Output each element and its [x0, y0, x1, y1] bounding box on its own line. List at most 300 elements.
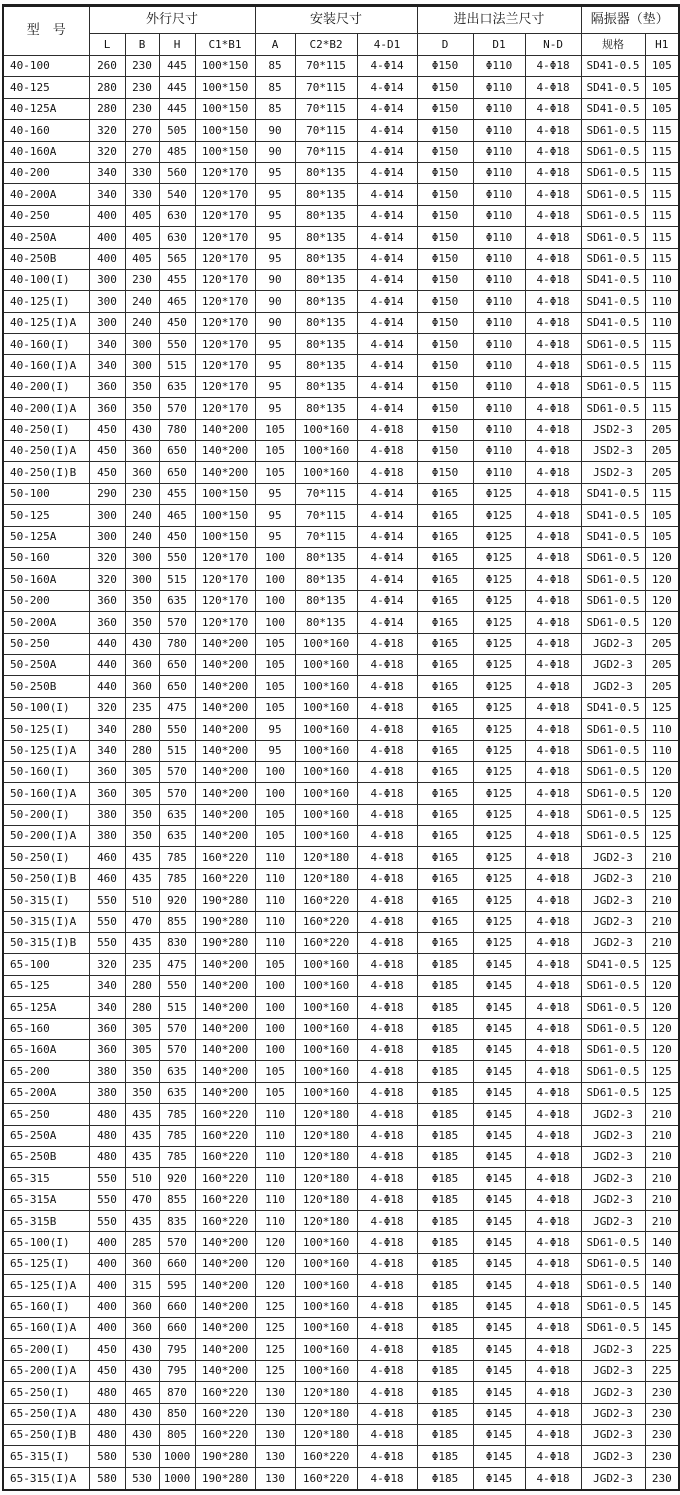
value-cell: Φ110 — [473, 334, 525, 355]
value-cell: 120*180 — [295, 1168, 357, 1189]
value-cell: SD61-0.5 — [581, 227, 645, 248]
value-cell: Φ165 — [417, 569, 473, 590]
value-cell: 125 — [645, 1082, 679, 1103]
value-cell: SD61-0.5 — [581, 1275, 645, 1296]
table-header — [3, 6, 679, 56]
value-cell: 140*200 — [195, 1061, 255, 1082]
model-cell: 65-100 — [3, 954, 89, 975]
value-cell: Φ165 — [417, 526, 473, 547]
value-cell: 115 — [645, 334, 679, 355]
value-cell: 4-Φ18 — [525, 783, 581, 804]
value-cell: 350 — [125, 612, 159, 633]
value-cell: 240 — [125, 505, 159, 526]
value-cell: 115 — [645, 398, 679, 419]
value-cell: 570 — [159, 1018, 195, 1039]
header-col-D: D — [417, 34, 473, 56]
value-cell: 85 — [255, 56, 295, 77]
value-cell: 430 — [125, 419, 159, 440]
value-cell: 4-Φ18 — [357, 1339, 417, 1360]
value-cell: 240 — [125, 312, 159, 333]
value-cell: 435 — [125, 1104, 159, 1125]
value-cell: 4-Φ18 — [357, 462, 417, 483]
value-cell: JGD2-3 — [581, 911, 645, 932]
value-cell: 4-Φ18 — [525, 462, 581, 483]
value-cell: 400 — [89, 205, 125, 226]
model-cell: 65-250(I)B — [3, 1425, 89, 1446]
table-row — [3, 761, 679, 782]
value-cell: 100*160 — [295, 975, 357, 996]
value-cell: SD61-0.5 — [581, 547, 645, 568]
value-cell: 95 — [255, 184, 295, 205]
table-row — [3, 205, 679, 226]
value-cell: 515 — [159, 997, 195, 1018]
value-cell: 4-Φ18 — [525, 847, 581, 868]
value-cell: 110 — [255, 1104, 295, 1125]
value-cell: 445 — [159, 56, 195, 77]
value-cell: 160*220 — [195, 1403, 255, 1424]
value-cell: SD61-0.5 — [581, 975, 645, 996]
value-cell: Φ145 — [473, 1211, 525, 1232]
value-cell: 160*220 — [295, 1467, 357, 1490]
value-cell: SD61-0.5 — [581, 1018, 645, 1039]
value-cell: Φ125 — [473, 654, 525, 675]
value-cell: 120*180 — [295, 1425, 357, 1446]
table-row — [3, 56, 679, 77]
model-cell: 65-250 — [3, 1104, 89, 1125]
table-row — [3, 1061, 679, 1082]
table-row — [3, 1403, 679, 1424]
value-cell: 475 — [159, 697, 195, 718]
value-cell: 4-Φ18 — [525, 419, 581, 440]
value-cell: 4-Φ18 — [525, 654, 581, 675]
value-cell: 400 — [89, 248, 125, 269]
value-cell: 95 — [255, 740, 295, 761]
value-cell: 230 — [645, 1382, 679, 1403]
value-cell: 460 — [89, 847, 125, 868]
value-cell: 105 — [255, 697, 295, 718]
value-cell: 210 — [645, 933, 679, 954]
value-cell: 125 — [645, 954, 679, 975]
model-cell: 50-250(I) — [3, 847, 89, 868]
value-cell: 360 — [89, 783, 125, 804]
value-cell: Φ165 — [417, 547, 473, 568]
value-cell: 140 — [645, 1253, 679, 1274]
model-cell: 40-125(I) — [3, 291, 89, 312]
model-cell: 50-125(I)A — [3, 740, 89, 761]
value-cell: 105 — [255, 1082, 295, 1103]
value-cell: 80*135 — [295, 227, 357, 248]
value-cell: Φ150 — [417, 419, 473, 440]
value-cell: 450 — [159, 526, 195, 547]
value-cell: 4-Φ18 — [357, 654, 417, 675]
value-cell: 230 — [645, 1403, 679, 1424]
value-cell: Φ165 — [417, 676, 473, 697]
value-cell: 785 — [159, 1125, 195, 1146]
header-col-L: L — [89, 34, 125, 56]
value-cell: 4-Φ18 — [525, 162, 581, 183]
value-cell: 145 — [645, 1296, 679, 1317]
model-cell: 65-160(I)A — [3, 1318, 89, 1339]
value-cell: 100*150 — [195, 526, 255, 547]
value-cell: 100*160 — [295, 654, 357, 675]
value-cell: 115 — [645, 184, 679, 205]
value-cell: 120*170 — [195, 376, 255, 397]
value-cell: 85 — [255, 98, 295, 119]
value-cell: 105 — [255, 804, 295, 825]
value-cell: Φ125 — [473, 483, 525, 504]
value-cell: 400 — [89, 1253, 125, 1274]
table-row — [3, 1446, 679, 1467]
value-cell: 100 — [255, 975, 295, 996]
table-row — [3, 697, 679, 718]
value-cell: 4-Φ18 — [357, 697, 417, 718]
value-cell: 70*115 — [295, 120, 357, 141]
value-cell: 4-Φ14 — [357, 184, 417, 205]
value-cell: Φ150 — [417, 98, 473, 119]
value-cell: 475 — [159, 954, 195, 975]
value-cell: 4-Φ18 — [525, 291, 581, 312]
value-cell: 100*160 — [295, 1018, 357, 1039]
value-cell: 465 — [125, 1382, 159, 1403]
value-cell: 140 — [645, 1232, 679, 1253]
value-cell: 190*280 — [195, 890, 255, 911]
model-cell: 40-125(I)A — [3, 312, 89, 333]
table-row — [3, 1189, 679, 1210]
value-cell: 110 — [255, 847, 295, 868]
value-cell: 550 — [159, 334, 195, 355]
value-cell: JGD2-3 — [581, 1104, 645, 1125]
value-cell: Φ185 — [417, 1061, 473, 1082]
value-cell: 530 — [125, 1446, 159, 1467]
value-cell: 340 — [89, 355, 125, 376]
value-cell: 340 — [89, 740, 125, 761]
value-cell: 120*180 — [295, 1104, 357, 1125]
value-cell: JGD2-3 — [581, 1189, 645, 1210]
value-cell: Φ125 — [473, 740, 525, 761]
value-cell: 100*160 — [295, 826, 357, 847]
value-cell: 115 — [645, 227, 679, 248]
value-cell: 805 — [159, 1425, 195, 1446]
value-cell: 455 — [159, 269, 195, 290]
value-cell: 105 — [645, 56, 679, 77]
value-cell: 630 — [159, 205, 195, 226]
value-cell: 280 — [125, 740, 159, 761]
value-cell: 100 — [255, 547, 295, 568]
value-cell: Φ110 — [473, 184, 525, 205]
value-cell: 305 — [125, 1039, 159, 1060]
value-cell: 100*160 — [295, 633, 357, 654]
header-group-mounting-dimensions: 安装尺寸 — [255, 6, 417, 34]
value-cell: 4-Φ18 — [357, 1425, 417, 1446]
value-cell: Φ185 — [417, 1467, 473, 1490]
model-cell: 40-200A — [3, 184, 89, 205]
value-cell: 380 — [89, 1082, 125, 1103]
value-cell: Φ165 — [417, 505, 473, 526]
model-cell: 40-250(I)B — [3, 462, 89, 483]
value-cell: SD61-0.5 — [581, 205, 645, 226]
value-cell: 440 — [89, 654, 125, 675]
model-cell: 50-160(I) — [3, 761, 89, 782]
value-cell: 100*160 — [295, 1296, 357, 1317]
table-row — [3, 975, 679, 996]
value-cell: 230 — [125, 56, 159, 77]
value-cell: 380 — [89, 826, 125, 847]
value-cell: Φ165 — [417, 633, 473, 654]
value-cell: 70*115 — [295, 505, 357, 526]
value-cell: 90 — [255, 141, 295, 162]
value-cell: 110 — [255, 1211, 295, 1232]
value-cell: 4-Φ18 — [525, 1360, 581, 1381]
value-cell: Φ150 — [417, 162, 473, 183]
value-cell: 70*115 — [295, 56, 357, 77]
value-cell: 105 — [645, 77, 679, 98]
value-cell: Φ125 — [473, 783, 525, 804]
model-cell: 65-160(I) — [3, 1296, 89, 1317]
value-cell: 485 — [159, 141, 195, 162]
value-cell: 350 — [125, 826, 159, 847]
value-cell: Φ150 — [417, 141, 473, 162]
value-cell: 4-Φ18 — [357, 911, 417, 932]
value-cell: 430 — [125, 1403, 159, 1424]
value-cell: 120*170 — [195, 569, 255, 590]
value-cell: 105 — [255, 676, 295, 697]
value-cell: 230 — [125, 483, 159, 504]
value-cell: Φ125 — [473, 569, 525, 590]
value-cell: 400 — [89, 1275, 125, 1296]
value-cell: 105 — [645, 505, 679, 526]
value-cell: 550 — [89, 1168, 125, 1189]
value-cell: 100*160 — [295, 697, 357, 718]
value-cell: Φ145 — [473, 1232, 525, 1253]
value-cell: 550 — [159, 719, 195, 740]
value-cell: JGD2-3 — [581, 890, 645, 911]
value-cell: Φ125 — [473, 633, 525, 654]
value-cell: 110 — [645, 740, 679, 761]
table-row — [3, 719, 679, 740]
table-row — [3, 654, 679, 675]
value-cell: 115 — [645, 162, 679, 183]
value-cell: Φ150 — [417, 398, 473, 419]
value-cell: 570 — [159, 783, 195, 804]
value-cell: 570 — [159, 612, 195, 633]
value-cell: 230 — [645, 1446, 679, 1467]
value-cell: 4-Φ18 — [357, 783, 417, 804]
header-group-vibration-isolator: 隔振器（垫） — [581, 6, 679, 34]
value-cell: 120*170 — [195, 612, 255, 633]
value-cell: 120*170 — [195, 162, 255, 183]
value-cell: 80*135 — [295, 269, 357, 290]
model-cell: 40-200 — [3, 162, 89, 183]
value-cell: 4-Φ18 — [357, 740, 417, 761]
value-cell: Φ150 — [417, 462, 473, 483]
value-cell: Φ185 — [417, 1275, 473, 1296]
header-group-outer-dimensions: 外行尺寸 — [89, 6, 255, 34]
value-cell: 140*200 — [195, 740, 255, 761]
value-cell: 4-Φ18 — [525, 1253, 581, 1274]
value-cell: 4-Φ18 — [525, 1446, 581, 1467]
value-cell: 560 — [159, 162, 195, 183]
model-cell: 65-315B — [3, 1211, 89, 1232]
table-row — [3, 569, 679, 590]
value-cell: 300 — [89, 526, 125, 547]
value-cell: 270 — [125, 120, 159, 141]
value-cell: Φ145 — [473, 1339, 525, 1360]
value-cell: 160*220 — [195, 1168, 255, 1189]
value-cell: 120 — [255, 1232, 295, 1253]
value-cell: Φ110 — [473, 248, 525, 269]
value-cell: 110 — [255, 1168, 295, 1189]
value-cell: 635 — [159, 376, 195, 397]
value-cell: 95 — [255, 205, 295, 226]
model-cell: 40-160 — [3, 120, 89, 141]
value-cell: 480 — [89, 1382, 125, 1403]
value-cell: Φ185 — [417, 1146, 473, 1167]
value-cell: 570 — [159, 398, 195, 419]
value-cell: 115 — [645, 376, 679, 397]
value-cell: 565 — [159, 248, 195, 269]
value-cell: 435 — [125, 868, 159, 889]
value-cell: 515 — [159, 355, 195, 376]
value-cell: 230 — [645, 1425, 679, 1446]
value-cell: 100 — [255, 761, 295, 782]
value-cell: 140*200 — [195, 783, 255, 804]
value-cell: 550 — [89, 890, 125, 911]
value-cell: SD41-0.5 — [581, 505, 645, 526]
value-cell: 230 — [125, 269, 159, 290]
value-cell: 120*180 — [295, 1382, 357, 1403]
value-cell: 4-Φ18 — [525, 997, 581, 1018]
value-cell: Φ125 — [473, 868, 525, 889]
table-row — [3, 868, 679, 889]
table-row — [3, 1275, 679, 1296]
model-cell: 40-200(I)A — [3, 398, 89, 419]
model-cell: 65-315A — [3, 1189, 89, 1210]
table-row — [3, 334, 679, 355]
value-cell: 450 — [89, 441, 125, 462]
value-cell: 4-Φ14 — [357, 505, 417, 526]
value-cell: Φ165 — [417, 847, 473, 868]
model-cell: 50-160(I)A — [3, 783, 89, 804]
model-cell: 40-160(I) — [3, 334, 89, 355]
value-cell: 4-Φ18 — [525, 868, 581, 889]
value-cell: 445 — [159, 98, 195, 119]
value-cell: 510 — [125, 1168, 159, 1189]
table-row — [3, 141, 679, 162]
value-cell: 105 — [255, 441, 295, 462]
value-cell: 4-Φ18 — [525, 1125, 581, 1146]
value-cell: 435 — [125, 1125, 159, 1146]
value-cell: 300 — [125, 334, 159, 355]
value-cell: 4-Φ18 — [357, 1296, 417, 1317]
value-cell: Φ145 — [473, 1039, 525, 1060]
value-cell: JGD2-3 — [581, 1339, 645, 1360]
value-cell: 105 — [255, 954, 295, 975]
value-cell: Φ185 — [417, 997, 473, 1018]
value-cell: JGD2-3 — [581, 1382, 645, 1403]
value-cell: SD61-0.5 — [581, 1318, 645, 1339]
table-row — [3, 227, 679, 248]
value-cell: Φ125 — [473, 697, 525, 718]
header-col-A: A — [255, 34, 295, 56]
value-cell: Φ165 — [417, 697, 473, 718]
value-cell: 120 — [645, 783, 679, 804]
value-cell: 140*200 — [195, 1318, 255, 1339]
value-cell: SD61-0.5 — [581, 355, 645, 376]
value-cell: Φ165 — [417, 761, 473, 782]
value-cell: Φ125 — [473, 804, 525, 825]
value-cell: 4-Φ18 — [357, 954, 417, 975]
value-cell: 210 — [645, 1104, 679, 1125]
value-cell: 455 — [159, 483, 195, 504]
value-cell: 100*160 — [295, 1360, 357, 1381]
value-cell: 70*115 — [295, 98, 357, 119]
value-cell: 120*180 — [295, 1146, 357, 1167]
model-cell: 50-315(I)A — [3, 911, 89, 932]
value-cell: JGD2-3 — [581, 676, 645, 697]
value-cell: 105 — [255, 826, 295, 847]
value-cell: 140*200 — [195, 1082, 255, 1103]
value-cell: 4-Φ18 — [357, 719, 417, 740]
value-cell: Φ145 — [473, 1467, 525, 1490]
value-cell: 650 — [159, 441, 195, 462]
value-cell: 130 — [255, 1382, 295, 1403]
value-cell: 4-Φ14 — [357, 334, 417, 355]
value-cell: 140*200 — [195, 997, 255, 1018]
value-cell: 4-Φ18 — [525, 569, 581, 590]
value-cell: 100*150 — [195, 98, 255, 119]
value-cell: 580 — [89, 1446, 125, 1467]
model-cell: 40-250(I) — [3, 419, 89, 440]
value-cell: Φ145 — [473, 1146, 525, 1167]
value-cell: 140*200 — [195, 826, 255, 847]
value-cell: 205 — [645, 441, 679, 462]
value-cell: 4-Φ18 — [525, 1082, 581, 1103]
value-cell: 140*200 — [195, 975, 255, 996]
value-cell: 100*150 — [195, 77, 255, 98]
value-cell: 4-Φ18 — [357, 1467, 417, 1490]
model-cell: 50-200(I) — [3, 804, 89, 825]
value-cell: Φ145 — [473, 1360, 525, 1381]
value-cell: Φ185 — [417, 1403, 473, 1424]
value-cell: 100*160 — [295, 1275, 357, 1296]
table-row — [3, 462, 679, 483]
model-cell: 40-250B — [3, 248, 89, 269]
value-cell: 120*180 — [295, 1403, 357, 1424]
value-cell: SD41-0.5 — [581, 483, 645, 504]
value-cell: 120 — [255, 1253, 295, 1274]
value-cell: 435 — [125, 847, 159, 868]
value-cell: SD61-0.5 — [581, 1253, 645, 1274]
value-cell: 4-Φ14 — [357, 569, 417, 590]
value-cell: 4-Φ18 — [525, 1018, 581, 1039]
model-cell: 50-200A — [3, 612, 89, 633]
value-cell: Φ150 — [417, 334, 473, 355]
value-cell: Φ145 — [473, 1425, 525, 1446]
value-cell: 4-Φ18 — [357, 1211, 417, 1232]
value-cell: 4-Φ18 — [357, 1104, 417, 1125]
value-cell: 160*220 — [195, 1125, 255, 1146]
table-row — [3, 633, 679, 654]
value-cell: 4-Φ18 — [525, 312, 581, 333]
value-cell: JGD2-3 — [581, 1425, 645, 1446]
value-cell: 430 — [125, 1339, 159, 1360]
value-cell: 360 — [125, 1318, 159, 1339]
value-cell: Φ185 — [417, 1125, 473, 1146]
value-cell: Φ150 — [417, 355, 473, 376]
value-cell: 480 — [89, 1425, 125, 1446]
value-cell: 80*135 — [295, 205, 357, 226]
value-cell: Φ165 — [417, 868, 473, 889]
